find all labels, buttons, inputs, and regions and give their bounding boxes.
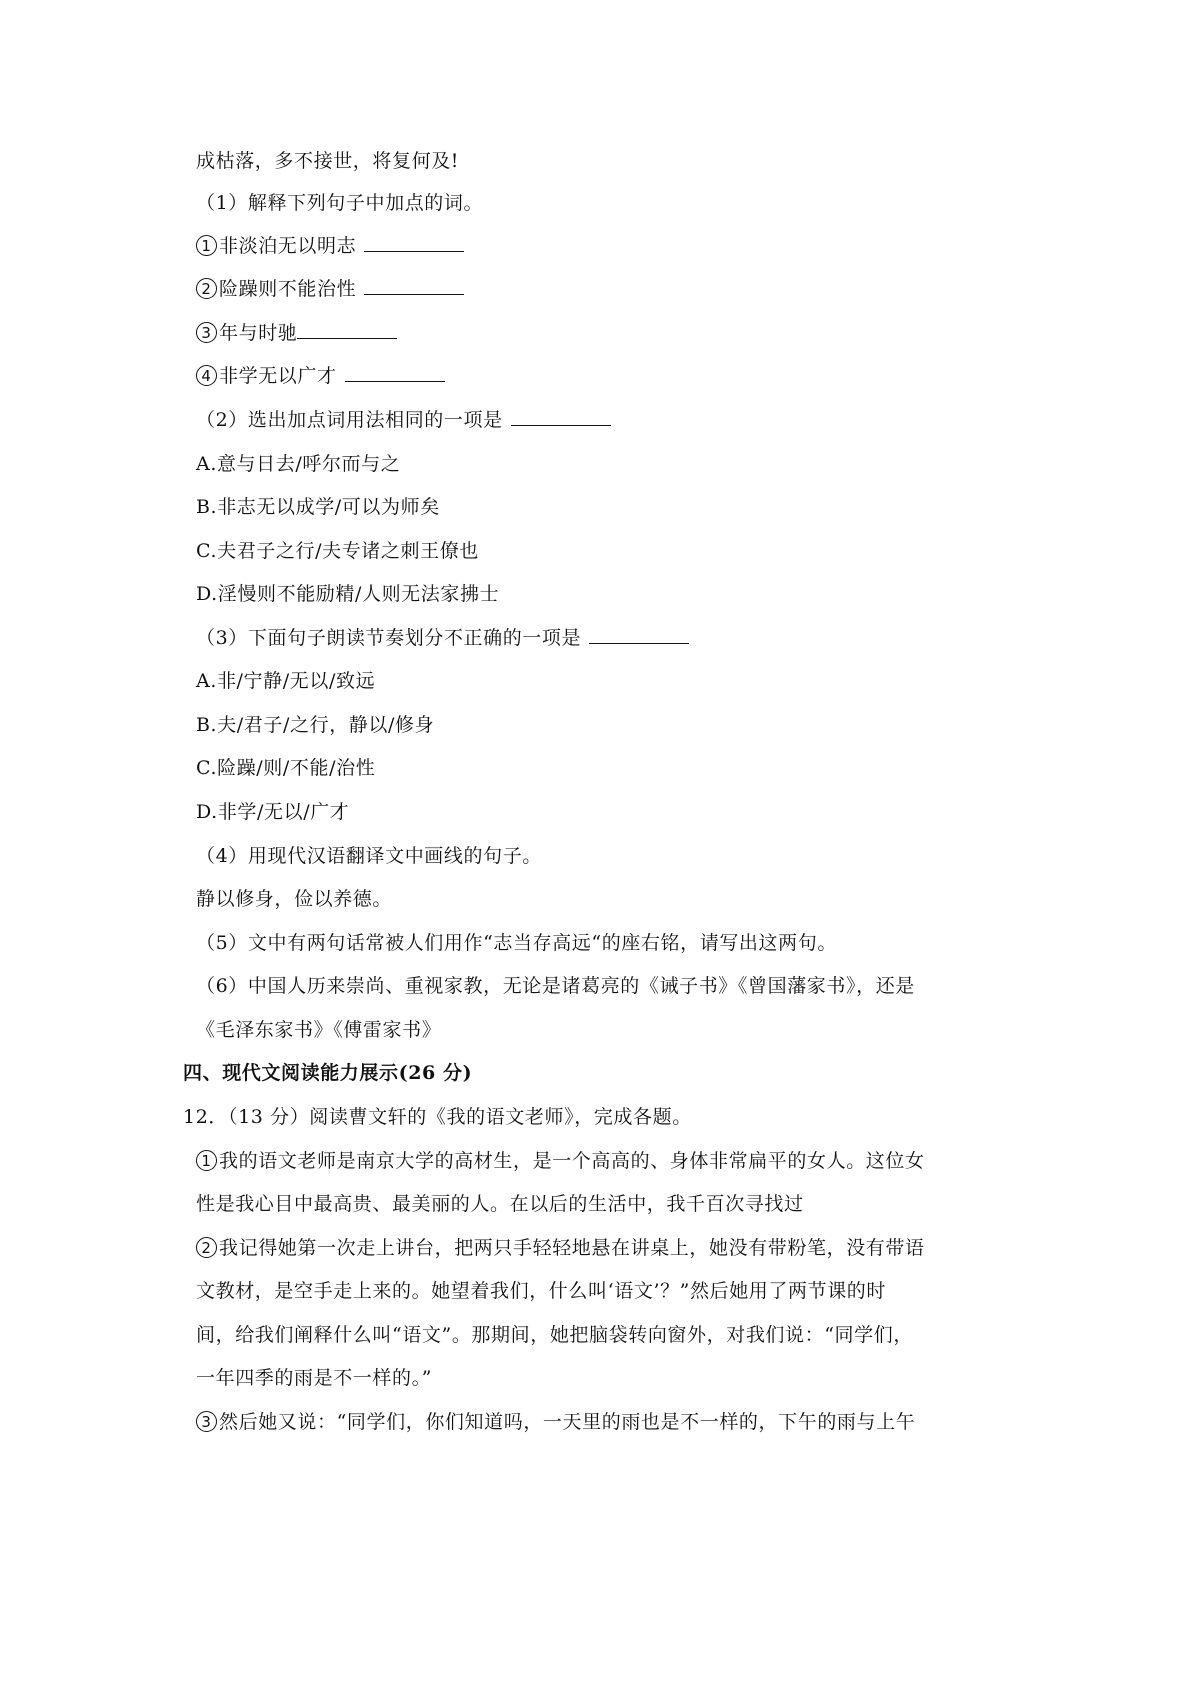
paragraph-2-line bbox=[196, 1235, 925, 1261]
circled-number: 3 bbox=[196, 322, 217, 343]
answer-blank[interactable] bbox=[345, 363, 445, 382]
option-d bbox=[196, 799, 349, 825]
answer-blank[interactable] bbox=[589, 625, 689, 644]
question-3-prompt bbox=[196, 625, 689, 651]
text: （4）用现代汉语翻译文中画线的句子。 bbox=[196, 845, 542, 867]
answer-blank[interactable] bbox=[511, 407, 611, 426]
text: 四、现代文阅读能力展示(26 分) bbox=[183, 1062, 473, 1084]
text: （3）下面句子朗读节奏划分不正确的一项是 bbox=[196, 627, 582, 649]
section-heading bbox=[183, 1060, 472, 1086]
option-a bbox=[196, 668, 375, 694]
text: （2）选出加点词用法相同的一项是 bbox=[196, 409, 503, 431]
question-5-prompt bbox=[196, 930, 837, 956]
text: 静以修身，俭以养德。 bbox=[196, 888, 393, 910]
circled-number: 4 bbox=[196, 365, 217, 386]
question-12-heading bbox=[183, 1104, 692, 1130]
text: 《毛泽东家书》《傅雷家书》 bbox=[196, 1019, 442, 1041]
text: 险躁则不能治性 bbox=[219, 278, 357, 300]
sub-item-3 bbox=[196, 320, 397, 346]
text: D.淫慢则不能励精/人则无法家拂士 bbox=[196, 583, 500, 605]
paragraph-1-line bbox=[196, 1191, 804, 1217]
paragraph-1-line bbox=[196, 1148, 925, 1174]
circled-number: 1 bbox=[196, 1150, 217, 1171]
option-c bbox=[196, 538, 479, 564]
option-a bbox=[196, 451, 400, 477]
text: A.意与日去/呼尔而与之 bbox=[196, 453, 401, 475]
circled-number: 2 bbox=[196, 1237, 217, 1258]
text: 性是我心目中最高贵、最美丽的人。在以后的生活中，我千百次寻找过 bbox=[196, 1193, 804, 1215]
sub-item-1 bbox=[196, 233, 464, 259]
sub-item-4 bbox=[196, 363, 445, 389]
paragraph-3-line bbox=[196, 1409, 915, 1435]
text: 我记得她第一次走上讲台，把两只手轻轻地悬在讲桌上，她没有带粉笔，没有带语 bbox=[219, 1237, 925, 1259]
text: （6）中国人历来崇尚、重视家教，无论是诸葛亮的《诫子书》《曾国藩家书》，还是 bbox=[196, 975, 915, 997]
text: 我的语文老师是南京大学的高材生，是一个高高的、身体非常扁平的女人。这位女 bbox=[219, 1150, 925, 1172]
answer-blank[interactable] bbox=[297, 320, 397, 339]
translation-sentence bbox=[196, 886, 392, 912]
text: B.非志无以成学/可以为师矣 bbox=[196, 496, 440, 518]
question-4-prompt bbox=[196, 843, 542, 869]
circled-number: 3 bbox=[196, 1411, 217, 1432]
question-6-continued bbox=[196, 1017, 441, 1043]
question-2-prompt bbox=[196, 407, 611, 433]
option-d bbox=[196, 581, 499, 607]
text: 间，给我们阐释什么叫“语文”。那期间，她把脑袋转向窗外，对我们说：“同学们， bbox=[196, 1324, 913, 1346]
paragraph-2-line bbox=[196, 1365, 432, 1391]
answer-blank[interactable] bbox=[364, 276, 464, 295]
text: （1）解释下列句子中加点的词。 bbox=[196, 192, 484, 214]
text: D.非学/无以/广才 bbox=[196, 801, 350, 823]
text: 成枯落，多不接世，将复何及! bbox=[196, 150, 460, 172]
option-c bbox=[196, 755, 375, 781]
circled-number: 2 bbox=[196, 278, 217, 299]
text: C.险躁/则/不能/治性 bbox=[196, 757, 376, 779]
question-6-prompt bbox=[196, 973, 915, 999]
circled-number: 1 bbox=[196, 235, 217, 256]
text: 年与时驰 bbox=[219, 322, 298, 344]
sub-item-2 bbox=[196, 276, 464, 302]
question-1-prompt bbox=[196, 190, 483, 216]
text: （5）文中有两句话常被人们用作“志当存高远“的座右铭，请写出这两句。 bbox=[196, 932, 837, 954]
text: C.夫君子之行/夫专诸之刺王僚也 bbox=[196, 540, 479, 562]
answer-blank[interactable] bbox=[364, 233, 464, 252]
option-b bbox=[196, 712, 434, 738]
text: A.非/宁静/无以/致远 bbox=[196, 670, 376, 692]
text: 然后她又说：“同学们，你们知道吗，一天里的雨也是不一样的，下午的雨与上午 bbox=[219, 1411, 916, 1433]
option-b bbox=[196, 494, 440, 520]
text: 12．（13 分）阅读曹文轩的《我的语文老师》，完成各题。 bbox=[183, 1106, 692, 1128]
text: B.夫/君子/之行，静以/修身 bbox=[196, 714, 435, 736]
text: 非淡泊无以明志 bbox=[219, 235, 357, 257]
text: 文教材，是空手走上来的。她望着我们，什么叫‘语文’？”然后她用了两节课的时 bbox=[196, 1280, 886, 1302]
paragraph-2-line bbox=[196, 1322, 913, 1348]
text: 非学无以广才 bbox=[219, 365, 337, 387]
text: 一年四季的雨是不一样的。” bbox=[196, 1367, 433, 1389]
paragraph-2-line bbox=[196, 1278, 886, 1304]
passage-ending-line bbox=[196, 148, 459, 174]
